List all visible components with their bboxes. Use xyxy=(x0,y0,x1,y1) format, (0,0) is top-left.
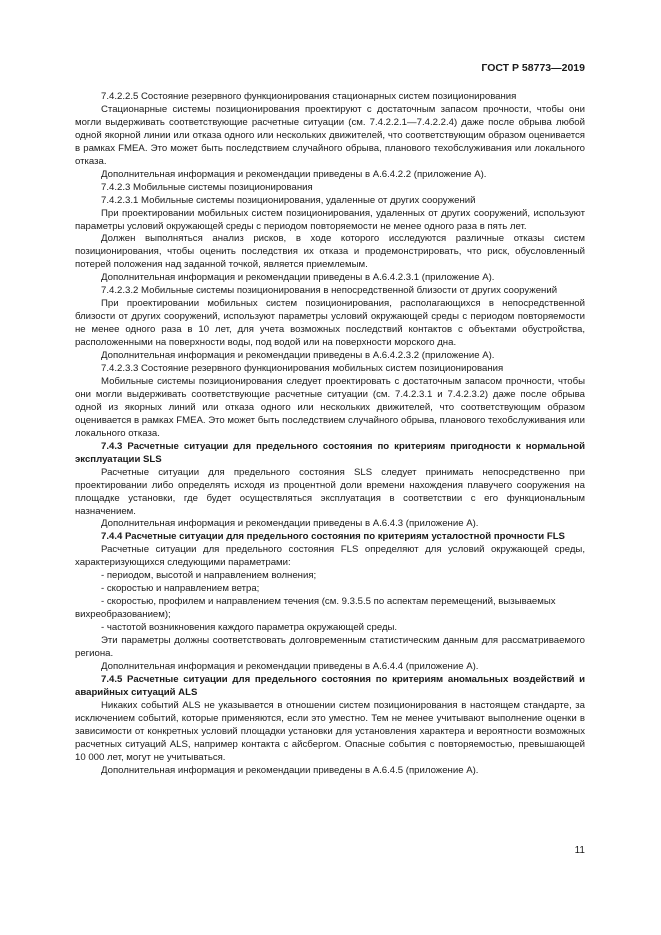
section-heading: 7.4.3 Расчетные ситуации для предельного состояния по критериям пригодности к нормальной эксплуатации SLS xyxy=(75,440,585,465)
document-header: ГОСТ Р 58773—2019 xyxy=(481,62,585,74)
paragraph: 7.4.2.3 Мобильные системы позиционирования xyxy=(101,181,313,193)
paragraph: Эти параметры должны соответствовать долговременным статистическим данным для рассматриваемого региона. xyxy=(75,635,585,659)
list-item: - скоростью, профилем и направлением течения (см. 9.3.5.5 по аспектам перемещений, вызываемых вихреобразованием); xyxy=(75,596,556,621)
list-item: - частотой возникновения каждого параметра окружающей среды. xyxy=(101,622,398,634)
paragraph: Дополнительная информация и рекомендации приведены в А.6.4.2.2 (приложение А). xyxy=(101,168,487,180)
paragraph: 7.4.2.3.3 Состояние резервного функционирования мобильных систем позиционирования xyxy=(101,363,504,375)
paragraph: 7.4.2.3.2 Мобильные системы позиционирования в непосредственной близости от других сооружений xyxy=(101,285,558,297)
paragraph: Дополнительная информация и рекомендации приведены в А.6.4.5 (приложение А). xyxy=(101,764,479,776)
paragraph: Расчетные ситуации для предельного состояния SLS следует принимать непосредственно при проектировании либо определять исходя из процентной доли времени нахождения плавучего сооружения на площадке установки, где будет осуществляться эксплуатация в соответствии с его функциональным назначением. xyxy=(75,466,585,517)
paragraph: Дополнительная информация и рекомендации приведены в А.6.4.2.3.1 (приложение А). xyxy=(101,272,495,284)
paragraph: Стационарные системы позиционирования проектируют с достаточным запасом прочности, чтобы они могли выдерживать соответствующие расчетные ситуации (см. 7.4.2.2.1—7.4.2.2.4) даже после обрыва любой одной якорной линии или отказа одного или нескольких движителей, что соответствующим образом оценивается в рамках FMEA. Это может быть последствием случайного обрыва, планового техобслуживания или локального отказа. xyxy=(75,103,585,167)
paragraph: Дополнительная информация и рекомендации приведены в А.6.4.4 (приложение А). xyxy=(101,660,479,672)
paragraph: Должен выполняться анализ рисков, в ходе которого исследуются различные отказы систем позиционирования, чтобы оценить последствия их отказа и продемонстрировать, что риск, обусловленный потерей положения над заданной точкой, является приемлемым. xyxy=(75,233,585,271)
list-item: - скоростью и направлением ветра; xyxy=(101,583,260,595)
paragraph: При проектировании мобильных систем позиционирования, располагающихся в непосредственной близости от других сооружений, используют параметры условий окружающей среды с периодом повторяемости не менее одного раза в 10 лет, для учета возможных последствий контактов с объектами обустройства, расположенными на поверхности воды, под водой или на поверхности морского дна. xyxy=(75,298,585,349)
section-heading: 7.4.5 Расчетные ситуации для предельного состояния по критериям аномальных воздействий и аварийных ситуаций ALS xyxy=(75,673,585,698)
paragraph: Дополнительная информация и рекомендации приведены в А.6.4.2.3.2 (приложение А). xyxy=(101,350,495,362)
section-heading: 7.4.4 Расчетные ситуации для предельного состояния по критериям усталостной прочности FLS xyxy=(101,531,565,543)
list-item: - периодом, высотой и направлением волнения; xyxy=(101,570,317,582)
paragraph: Никаких событий ALS не указывается в отношении систем позиционирования в настоящем стандарте, за исключением событий, которые применяются, если это уместно. Тем не менее учитывают выполнение оценки в зависимости от конкретных условий площадки установки для установления характера и вероятности возможных расчетных ситуаций ALS, например контакта с айсбергом. Опасные события с повторяемостью, превышающей 10 000 лет, могут не учитываться. xyxy=(75,699,585,763)
paragraph: Дополнительная информация и рекомендации приведены в А.6.4.3 (приложение А). xyxy=(101,518,479,530)
paragraph: При проектировании мобильных систем позиционирования, удаленных от других сооружений, используют параметры условий окружающей среды с периодом повторяемости не менее одного раза в пять лет. xyxy=(75,207,585,232)
paragraph: 7.4.2.2.5 Состояние резервного функционирования стационарных систем позиционирования xyxy=(101,91,517,102)
page-number: 11 xyxy=(574,845,585,856)
paragraph: 7.4.2.3.1 Мобильные системы позиционирования, удаленные от других сооружений xyxy=(101,194,476,206)
paragraph: Расчетные ситуации для предельного состояния FLS определяют для условий окружающей среды, характеризующихся следующими параметрами: xyxy=(75,544,585,569)
paragraph: Мобильные системы позиционирования следует проектировать с достаточным запасом прочности, чтобы они могли выдерживать соответствующие расчетные ситуации (см. 7.4.2.3.1 и 7.4.2.3.2) даже после обрыва одной из якорных линий или отказа одного или нескольких движителей, что соответствующим образом оценивается в рамках FMEA. Это может быть последствием случайного обрыва, планового техобслуживания или локального отказа. xyxy=(75,375,586,439)
document-body xyxy=(75,91,585,778)
